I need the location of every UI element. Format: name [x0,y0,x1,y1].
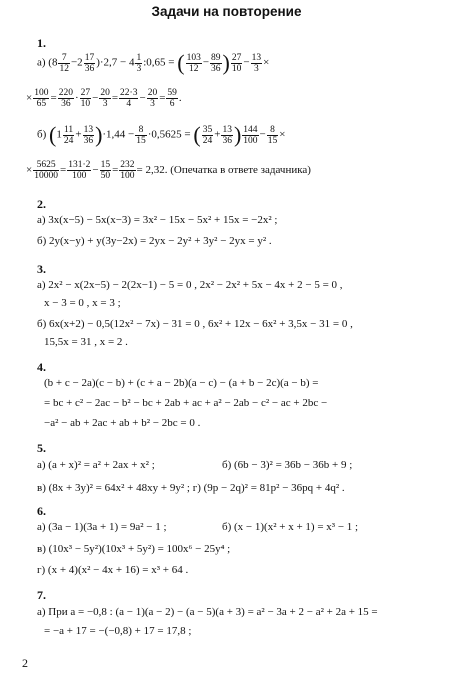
problem-2a: а) 3x(x−5) − 5x(x−3) = 3x² − 15x − 5x² + 15x = −2x² ; [37,214,278,226]
problem-6-number: 6. [37,504,46,518]
fraction: $\frac{8}{15}$ [267,124,278,146]
fraction: $\frac{27}{10}$ [80,88,91,109]
expr-text: :0,65 = [143,56,175,69]
problem-1a-line-2: × $\frac{100}{65}$ = $\frac{220}{36}$ · $\frac{27}{10}$ − $\frac{20}{3}$ = $\frac{22\cdot 3}{4}$ − $\frac{20}{3}$ = $\frac{59}{6}$ . [26,88,182,109]
problem-6b: б) (x − 1)(x² + x + 1) = x³ − 1 ; [222,521,359,533]
fraction: $\frac{1}{3}$ [136,52,142,74]
problem-3b: б) 6x(x+2) − 0,5(12x² − 7x) − 31 = 0 , 6x² + 12x − 6x² + 3,5x − 31 = 0 , [37,318,353,330]
expr-text: (8 [48,56,58,69]
problem-6a: а) (3a − 1)(3a + 1) = 9a² − 1 ; [37,521,167,533]
problem-4-number: 4. [37,360,46,374]
problem-4-line-1: (b + c − 2a)(c − b) + (c + a − 2b)(a − c) − (a + b − 2c)(a − b) = [44,377,319,389]
problem-1-number: 1. [37,36,46,50]
fraction: $\frac{13}{36}$ [83,124,94,146]
problem-1b-line-1: б) (1 $\frac{11}{24}$ + $\frac{13}{36}$ )·1,44 − $\frac{8}{15}$ ·0,5625 = ( $\frac{35}{24}$ + $\frac{13}{36}$ ) $\frac{144}{100}$ − $\frac{8}{15}$ × [37,122,286,147]
fraction: $\frac{27}{10}$ [231,52,242,74]
fraction: $\frac{103}{12}$ [186,52,201,74]
fraction: $\frac{20}{3}$ [100,88,110,109]
problem-5c: в) (8x + 3y)² = 64x² + 48xy + 9y² ; г) (9p − 2q)² = 81p² − 36pq + 4q² . [37,482,345,494]
expr-text: −2 [70,56,83,69]
page-title: Задачи на повторение [151,4,302,19]
problem-7a-line-1: а) При a = −0,8 : (a − 1)(a − 2) − (a − 5)(a + 3) = a² − 3a + 2 − a² + 2a + 15 = [37,606,378,618]
fraction: $\frac{13}{36}$ [222,124,232,146]
problem-3a: а) 2x² − x(2x−5) − 2(2x−1) − 5 = 0 , 2x² − 2x² + 5x − 4x + 2 − 5 = 0 , [37,279,343,291]
expr-text: ·1,44 − [102,128,135,141]
problem-4-line-3: −a² − ab + 2ac + ab + b² − 2bc = 0 . [44,417,201,429]
fraction: $\frac{11}{24}$ [63,124,74,146]
fraction: $\frac{22\cdot 3}{4}$ [120,88,138,109]
expr-text: × [263,56,270,69]
fraction: $\frac{144}{100}$ [243,124,258,146]
problem-1a-line-1: а) (8 $\frac{7}{12}$ −2 $\frac{17}{36}$ )·2,7 − 4 $\frac{1}{3}$ :0,65 = ( $\frac{103}{12}$ − $\frac{89}{36}$ ) $\frac{27}{10}$ − $\frac{13}{3}$ × [37,50,270,75]
expr-text: ·0,5625 = [147,128,191,141]
problem-3a-cont: x − 3 = 0 , x = 3 ; [44,297,121,309]
problem-2b: б) 2y(x−y) + y(3y−2x) = 2yx − 2y² + 3y² − 2yx = y² . [37,235,272,247]
problem-6d: г) (x + 4)(x² − 4x + 16) = x³ + 64 . [37,564,189,576]
expr-text: × [26,164,33,177]
problem-1b-line-2: × $\frac{5625}{10000}$ = $\frac{131\cdot 2}{100}$ − $\frac{15}{50}$ = $\frac{232}{100}$ = 2,32. (Опечатка в ответе задачника) [26,160,311,181]
problem-2-number: 2. [37,197,46,211]
problem-7-number: 7. [37,588,46,602]
problem-1b-result: = 2,32. (Опечатка в ответе задачника) [136,164,311,177]
fraction: $\frac{100}{65}$ [34,88,49,109]
fraction: $\frac{5625}{10000}$ [34,160,58,181]
expr-text: × [26,92,33,105]
fraction: $\frac{89}{36}$ [211,52,221,74]
problem-3b-cont: 15,5x = 31 , x = 2 . [44,336,128,348]
expr-text: )·2,7 − 4 [96,56,135,69]
fraction: $\frac{8}{15}$ [136,124,146,146]
problem-5-number: 5. [37,441,46,455]
fraction: $\frac{131\cdot 2}{100}$ [68,160,91,181]
fraction: $\frac{7}{12}$ [59,52,69,74]
fraction: $\frac{35}{24}$ [202,124,213,146]
fraction: $\frac{59}{6}$ [167,88,177,109]
fraction: $\frac{13}{3}$ [251,52,262,74]
problem-5a: а) (a + x)² = a² + 2ax + x² ; [37,459,155,471]
problem-4-line-2: = bc + c² − 2ac − b² − bc + 2ab + ac + a² − 2ab − c² − ac + 2bc − [44,397,328,409]
problem-1a-label: а) [37,56,46,69]
fraction: $\frac{20}{3}$ [147,88,158,109]
fraction: $\frac{220}{36}$ [58,88,73,109]
fraction: $\frac{232}{100}$ [120,160,135,181]
problem-1b-label: б) [37,128,47,141]
fraction: $\frac{15}{50}$ [100,160,111,181]
fraction: $\frac{17}{36}$ [84,52,95,74]
problem-3-number: 3. [37,262,46,276]
problem-6c: в) (10x³ − 5y²)(10x³ + 5y²) = 100x⁶ − 25y⁴ ; [37,543,231,555]
problem-7a-line-2: = −a + 17 = −(−0,8) + 17 = 17,8 ; [44,625,192,637]
page-number: 2 [22,656,28,670]
problem-5b: б) (6b − 3)² = 36b − 36b + 9 ; [222,459,353,471]
